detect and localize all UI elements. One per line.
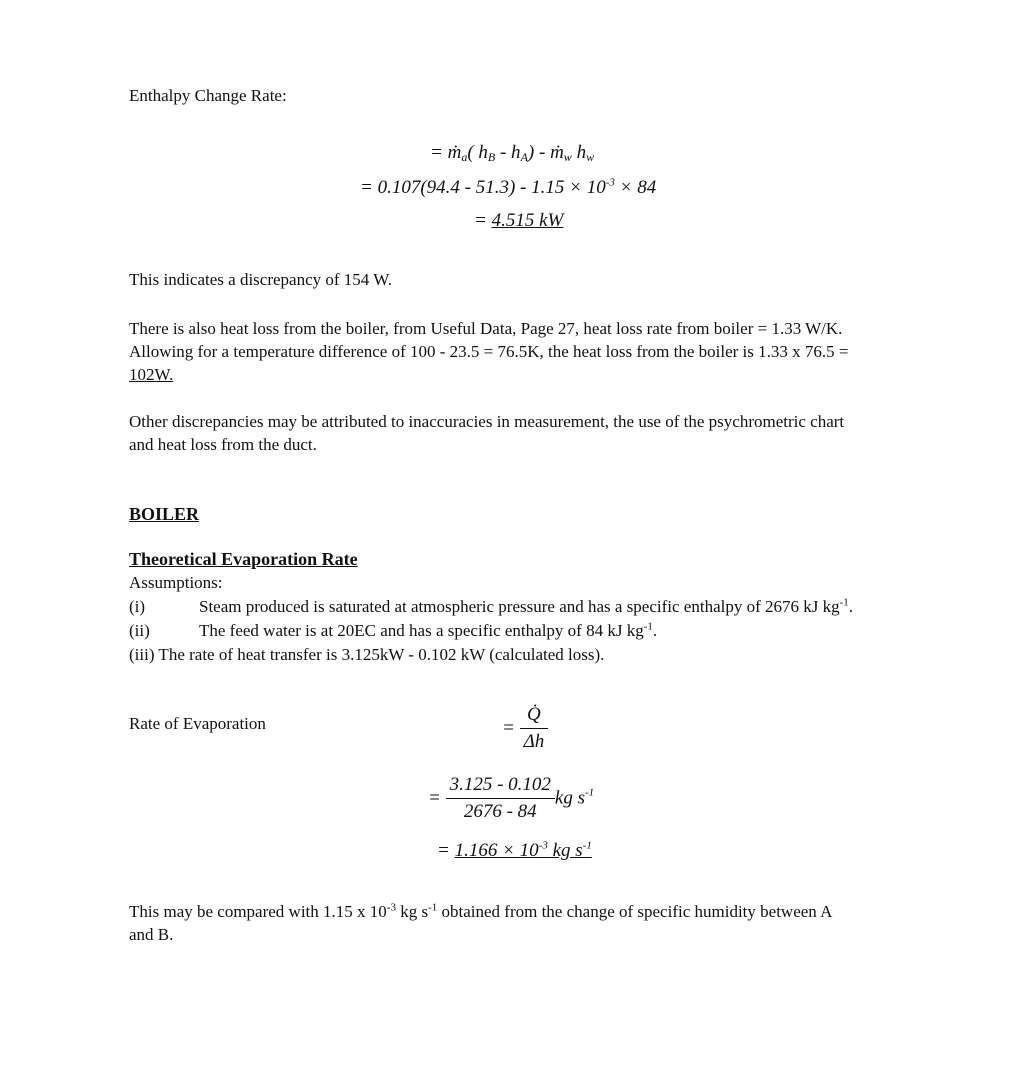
evap-eq3-value: 1.166 × 10 xyxy=(454,840,539,861)
evaporation-label: Rate of Evaporation xyxy=(129,714,266,733)
assumption-3-text: (iii) The rate of heat transfer is 3.125kW - 0.102 kW (calculated loss). xyxy=(129,645,605,664)
comparison-line-1 xyxy=(129,900,939,923)
evap-eq2-numerator: 3.125 - 0.102 xyxy=(446,774,555,799)
boiler-heading: BOILER xyxy=(129,504,200,524)
other-line-2: and heat loss from the duct. xyxy=(129,435,317,454)
eq1-equals: = xyxy=(430,142,443,163)
evap-eq2-exp: -1 xyxy=(584,786,595,799)
eq2-exp: -3 xyxy=(605,176,615,189)
assumption-2-body: The feed water is at 20EC and has a specific enthalpy of 84 kJ kg xyxy=(199,621,644,640)
eq1-sub-a: a xyxy=(461,150,468,164)
eq2-main: = 0.107(94.4 - 51.3) - 1.15 × 10 xyxy=(360,177,606,198)
evap-eq1-equals: = xyxy=(502,717,515,739)
eq1-mdot-a: ṁ xyxy=(447,142,462,163)
boiler-loss-line-2: Allowing for a temperature difference of 100 - 23.5 = 76.5K, the heat loss from the boiler is 1.33 x 76.5 = xyxy=(129,342,849,361)
discrepancy-text: This indicates a discrepancy of 154 W. xyxy=(129,270,392,289)
evaporation-subheading: Theoretical Evaporation Rate xyxy=(129,549,358,569)
assumption-2-marker: (ii) xyxy=(129,621,150,640)
evaporation-equation-1 xyxy=(502,704,548,753)
enthalpy-equation-2 xyxy=(360,177,656,199)
eq1-sub-w2: w xyxy=(586,150,595,164)
comparison-exp2: -1 xyxy=(428,901,438,914)
evap-eq2-unit: kg s xyxy=(554,787,585,809)
comparison-text-c: obtained from the change of specific humidity between A xyxy=(437,902,833,921)
eq3-result: 4.515 kW xyxy=(491,210,564,231)
enthalpy-equation-3 xyxy=(474,210,563,232)
evap-eq2-denominator: 2676 - 84 xyxy=(463,801,537,822)
eq3-equals: = xyxy=(474,210,492,231)
boiler-loss-line-3: 102W. xyxy=(129,365,174,384)
comparison-paragraph xyxy=(129,900,939,946)
eq1-sub-a2: A xyxy=(520,150,528,164)
eq1-sub-b: B xyxy=(487,150,496,164)
evap-eq2-equals: = xyxy=(428,787,441,809)
evap-eq3-result xyxy=(455,840,592,861)
comparison-line-2: and B. xyxy=(129,925,174,944)
eq1-minus: - h xyxy=(495,142,521,163)
assumption-1-body: Steam produced is saturated at atmospheric pressure and has a specific enthalpy of 2676 kJ kg xyxy=(199,597,840,616)
evap-eq3-equals: = xyxy=(437,840,455,861)
assumption-2-text xyxy=(199,621,657,641)
evap-eq3-unit: kg s xyxy=(547,840,583,861)
eq1-h: h xyxy=(571,142,587,163)
enthalpy-equation-1 xyxy=(430,142,594,165)
evaporation-equation-2 xyxy=(428,774,594,823)
comparison-exp1: -3 xyxy=(386,901,396,914)
boiler-loss-line-1: There is also heat loss from the boiler, from Useful Data, Page 27, heat loss rate from boiler = 1.33 W/K. xyxy=(129,319,843,338)
evap-eq3-exp1: -3 xyxy=(538,839,548,852)
boiler-loss-paragraph xyxy=(129,317,939,386)
assumption-1-exp: -1 xyxy=(839,596,849,609)
eq1-close: ) - xyxy=(527,142,551,163)
evap-eq1-denominator: Δh xyxy=(523,731,545,752)
assumption-1-text xyxy=(199,597,853,617)
evap-eq2-fraction xyxy=(446,774,555,823)
assumption-1-tail: . xyxy=(848,597,854,616)
evaporation-equation-3 xyxy=(437,840,592,862)
comparison-text-a: This may be compared with 1.15 x 10 xyxy=(129,902,387,921)
evap-eq3-exp2: -1 xyxy=(582,839,592,852)
assumptions-label: Assumptions: xyxy=(129,573,223,592)
enthalpy-heading: Enthalpy Change Rate: xyxy=(129,86,287,105)
evap-eq1-fraction xyxy=(520,704,549,753)
assumption-2-tail: . xyxy=(652,621,658,640)
comparison-text-b: kg s xyxy=(395,902,429,921)
evap-eq1-numerator: Q̇ xyxy=(520,704,549,729)
eq2-tail: × 84 xyxy=(614,177,657,198)
assumption-2-exp: -1 xyxy=(643,620,653,633)
eq1-open: ( h xyxy=(467,142,488,163)
eq1-sub-w: w xyxy=(563,150,572,164)
eq1-mdot-w: ṁ xyxy=(550,142,564,163)
other-line-1: Other discrepancies may be attributed to inaccuracies in measurement, the use of the psychrometric chart xyxy=(129,412,845,431)
other-discrepancies-paragraph xyxy=(129,410,939,456)
assumption-1-marker: (i) xyxy=(129,597,146,616)
